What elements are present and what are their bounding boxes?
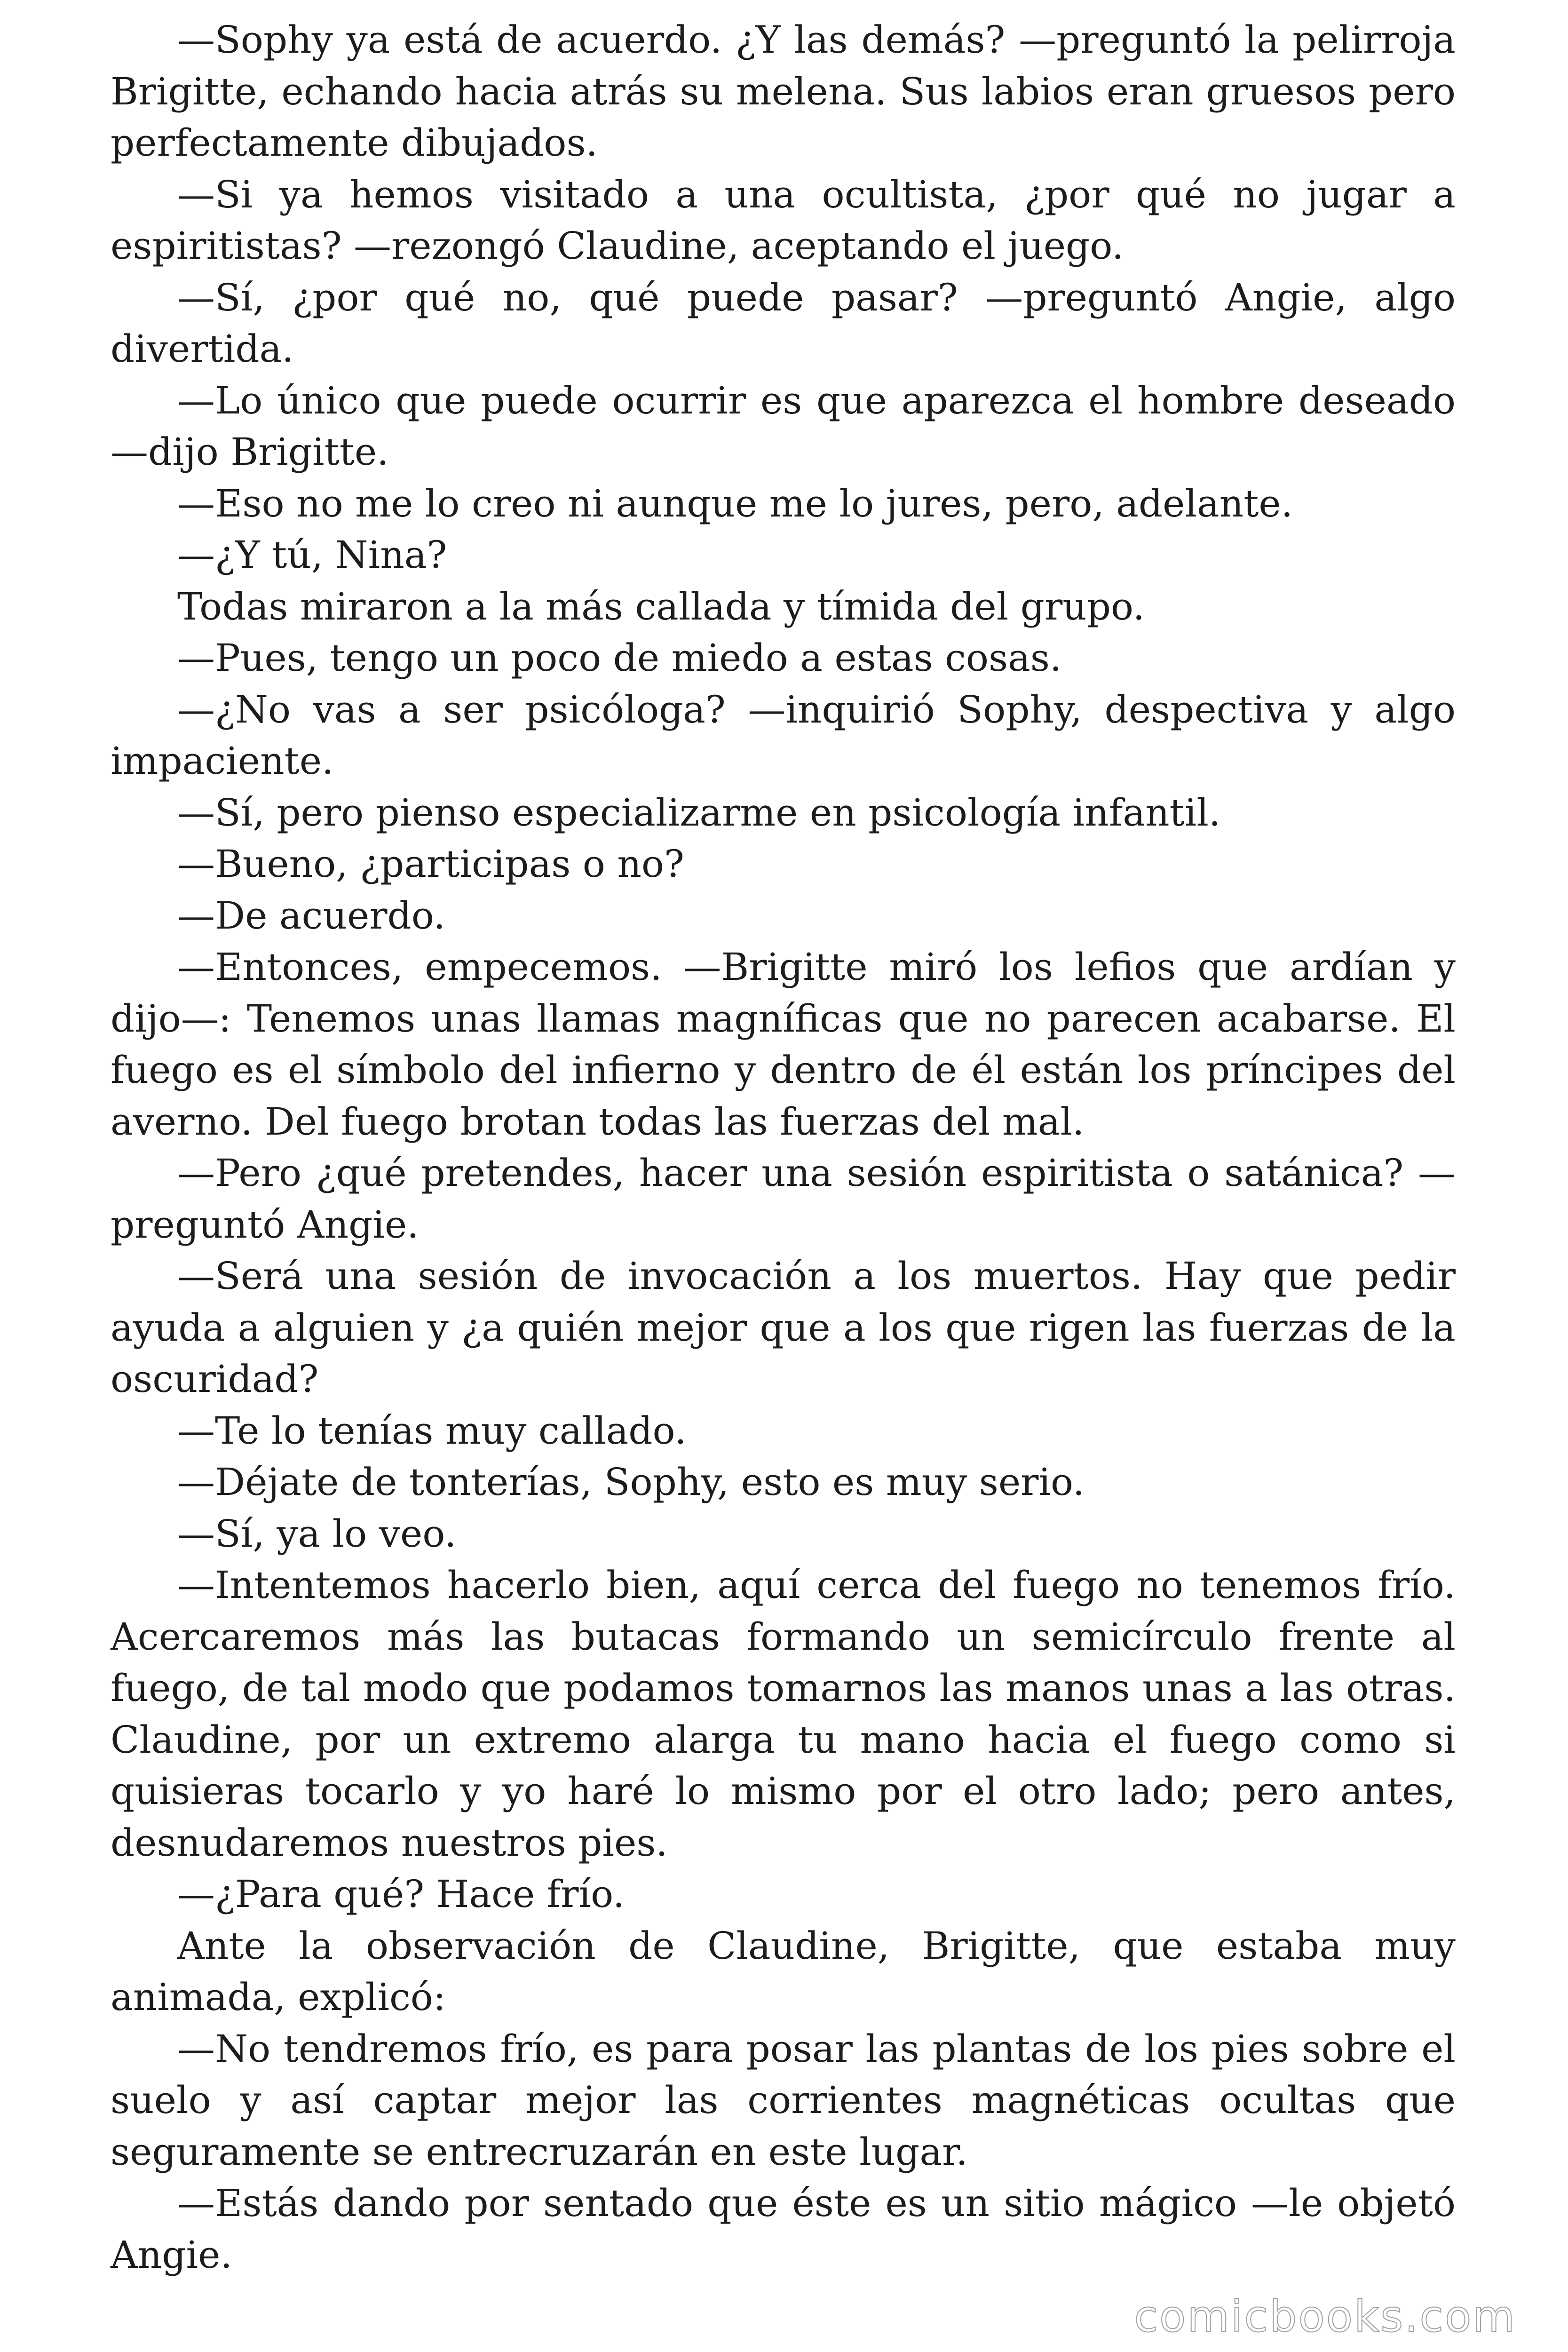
paragraph: —Déjate de tonterías, Sophy, esto es muy serio. [177,1460,1085,1504]
paragraph: —Sophy ya está de acuerdo. ¿Y las demás? —preguntó la pelirroja Brigitte, echando hacia atrás su melena. Sus labios eran gruesos pero perfectamente dibujados. [111,18,1456,165]
paragraph: —Si ya hemos visitado a una ocultista, ¿por qué no jugar a espiritistas? —rezongó Claudine, aceptando el juego. [111,172,1456,268]
paragraph: —Estás dando por sentado que éste es un sitio mágico —le objetó Angie. [111,2181,1456,2277]
paragraph: —Pues, tengo un poco de miedo a estas cosas. [177,636,1062,680]
paragraph: —No tendremos frío, es para posar las plantas de los pies sobre el suelo y así captar mejor las corrientes magnéticas ocultas que seguramente se entrecruzarán en este lugar. [111,2026,1456,2174]
paragraph: —Lo único que puede ocurrir es que aparezca el hombre deseado —dijo Brigitte. [111,378,1456,474]
paragraph: —Sí, pero pienso especializarme en psicología infantil. [177,790,1221,834]
paragraph: —Te lo tenías muy callado. [177,1408,687,1453]
paragraph: —Bueno, ¿participas o no? [177,842,684,886]
watermark: comicbooks.com [1134,2291,1516,2342]
paragraph: —Sí, ya lo veo. [177,1511,457,1556]
paragraph: —Eso no me lo creo ni aunque me lo jures, pero, adelante. [177,481,1293,525]
paragraph: Ante la observación de Claudine, Brigitte, que estaba muy animada, explicó: [111,1923,1456,2019]
paragraph: —Sí, ¿por qué no, qué puede pasar? —preguntó Angie, algo divertida. [111,275,1456,371]
paragraph: Todas miraron a la más callada y tímida del grupo. [177,584,1145,628]
paragraph: —Intentemos hacerlo bien, aquí cerca del fuego no tenemos frío. Acercaremos más las butacas formando un semicírculo frente al fuego, de tal modo que podamos tomarnos las manos unas a las otras. Claudine, por un extremo alarga tu mano hacia el fuego como si quisieras tocarlo y yo haré lo mismo por el otro lado; pero antes, desnudaremos nuestros pies. [111,1563,1456,1865]
paragraph: —Entonces, empecemos. —Brigitte miró los lefios que ardían y dijo—: Tenemos unas llamas magníficas que no parecen acabarse. El fuego es el símbolo del infierno y dentro de él están los príncipes del averno. Del fuego brotan todas las fuerzas del mal. [111,945,1456,1144]
paragraph: —¿Para qué? Hace frío. [177,1872,625,1916]
paragraph: —De acuerdo. [177,893,445,938]
paragraph: —Pero ¿qué pretendes, hacer una sesión espiritista o satánica? —preguntó Angie. [111,1151,1456,1247]
paragraph: —Será una sesión de invocación a los muertos. Hay que pedir ayuda a alguien y ¿a quién mejor que a los que rigen las fuerzas de la oscuridad? [111,1254,1456,1401]
paragraph: —¿Y tú, Nina? [177,533,447,577]
paragraph: —¿No vas a ser psicóloga? —inquirió Sophy, despectiva y algo impaciente. [111,687,1456,783]
page-text [111,14,1456,2280]
